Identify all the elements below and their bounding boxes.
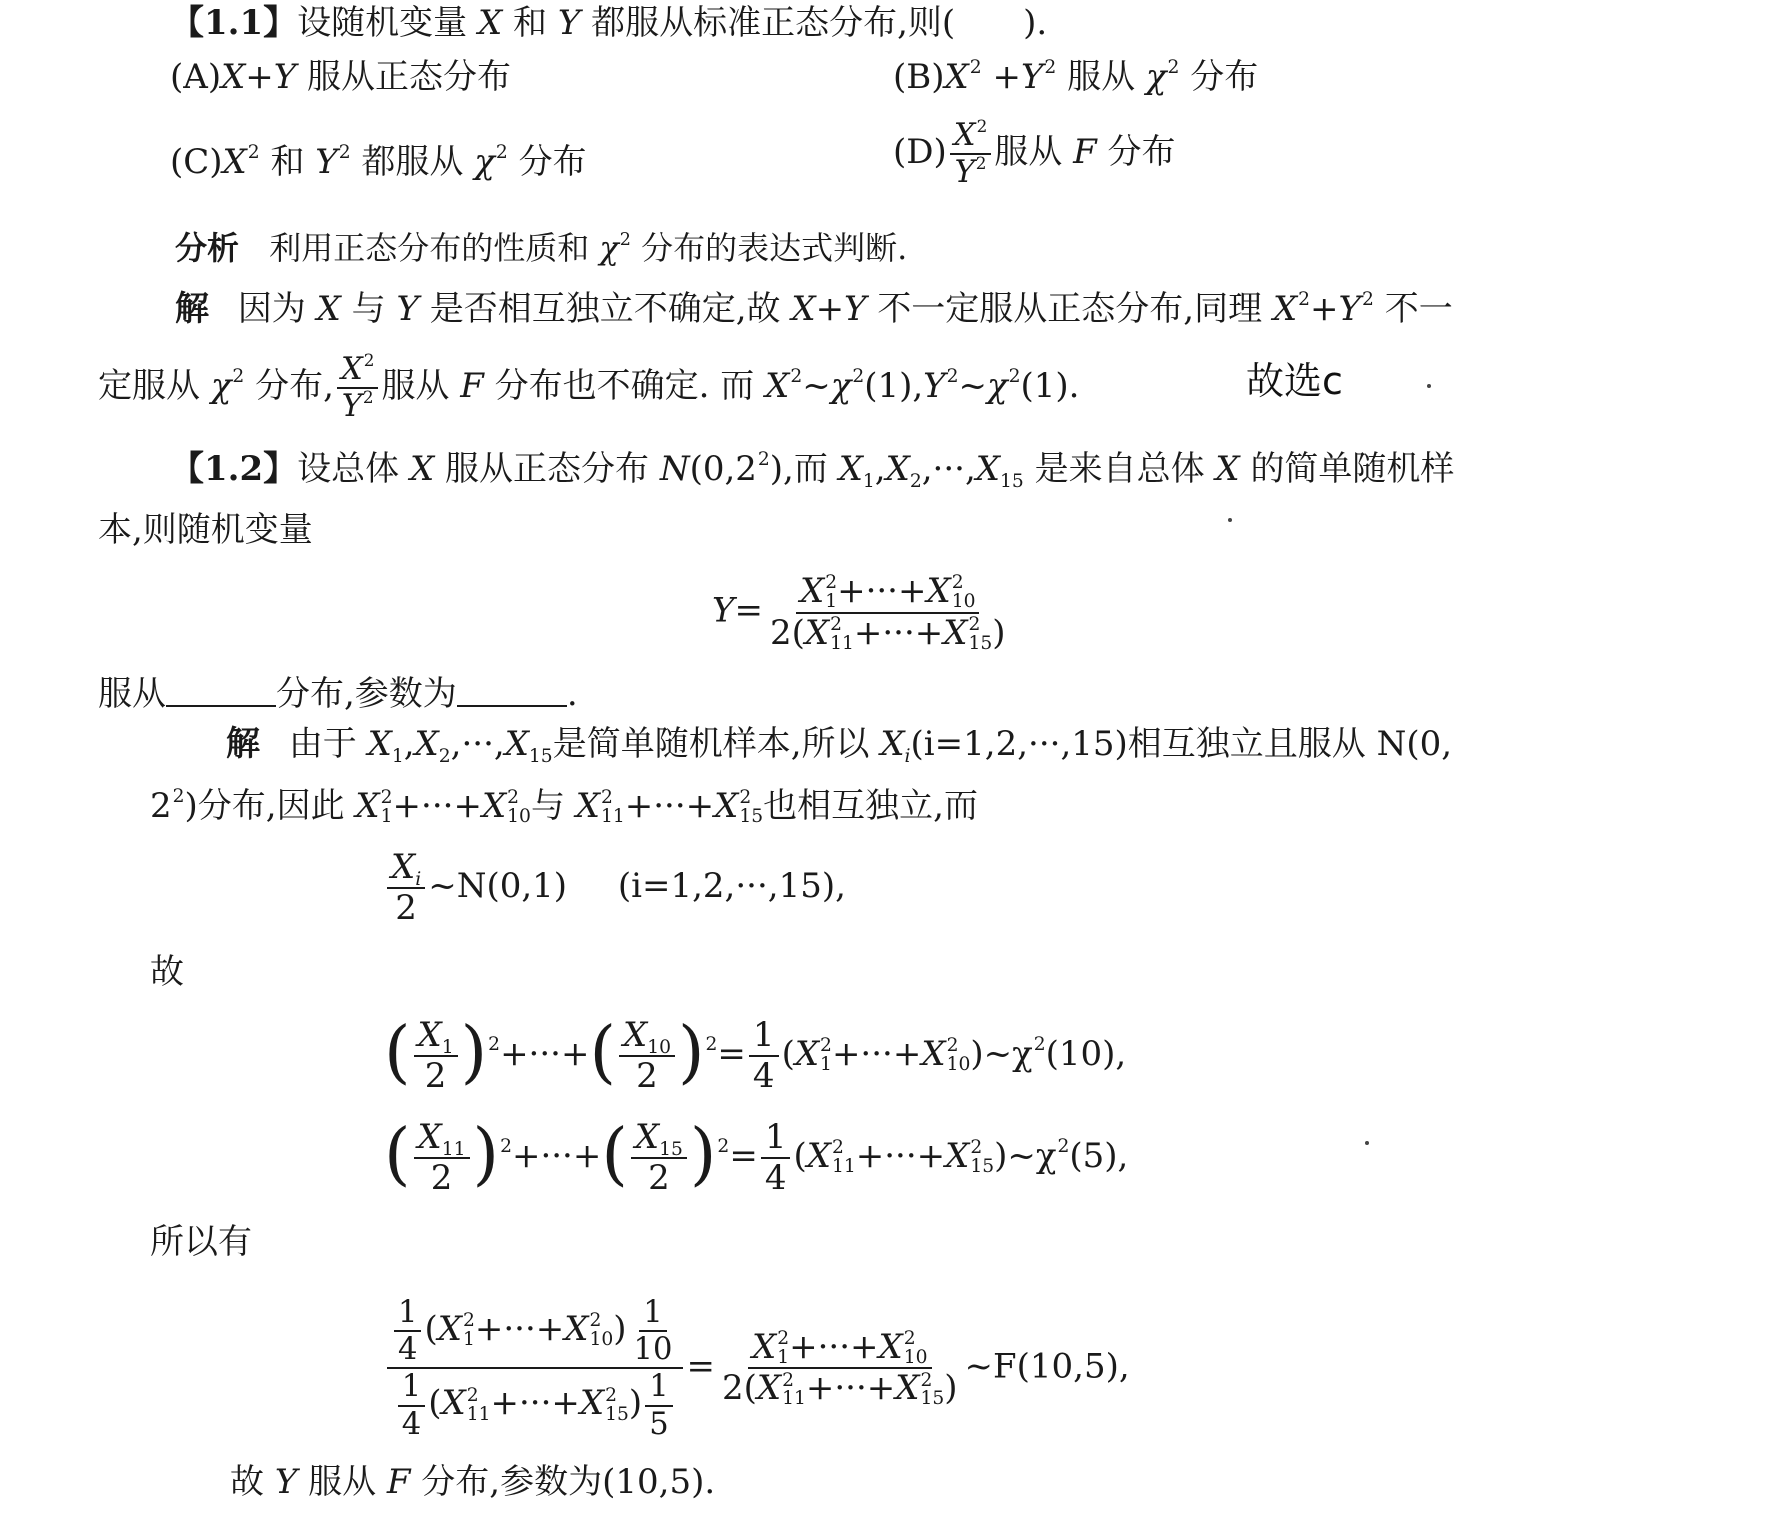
xi-range: (i=1,2,···,15), [617, 866, 846, 907]
q12-stem-f: 的简单随机样 [1250, 449, 1455, 489]
sol1-d: 不一定服从正态分布,同理 [877, 289, 1263, 329]
option-c-he: 和 [270, 142, 305, 182]
scan-speck [1365, 1141, 1369, 1145]
chi-square-10-formula: ( $\frac{X1}{2}$ )$^2$+···+( $\frac{X10}{2}$ )$^2$= $\frac{1}{4}$ (X 2 1 +···+X 2 10 )$\sim\chi^2(10)$, [384, 1012, 1127, 1097]
q11-option-a [170, 57, 512, 97]
q12-x1: X [838, 449, 863, 489]
q12-x: X [409, 449, 435, 489]
option-b-text: 服从 [1067, 57, 1136, 97]
conclusion-y: Y [274, 1462, 298, 1502]
sol1-x2: X [1272, 289, 1298, 329]
y-fraction: X 2 1 +···+X 2 10 2(X 2 11 +···+X 2 15 ) [769, 571, 1006, 654]
q11-stem-text: 设随机变量 [297, 3, 468, 43]
q12-stem-e: 是来自总体 [1034, 449, 1205, 489]
f-simplified-fraction: X 2 1 +···+X 2 10 2(X 2 11 +···+X 2 15 ) [721, 1326, 958, 1410]
option-a-expr: X+Y [221, 57, 297, 97]
eq2-dof: (5), [1069, 1136, 1129, 1177]
sol2-chi1: (1), [864, 366, 924, 407]
option-c-y: Y [315, 142, 338, 182]
handwritten-answer: 故选c [1246, 359, 1343, 403]
chi-square-5-formula: ( $\frac{X11}{2}$ )$^2$+···+( $\frac{X15}{2}$ )$^2$= $\frac{1}{4}$ (X 2 11 +···+X 2 15 )$\sim\chi^2(5)$, [384, 1114, 1129, 1199]
q12-gu: 故 [150, 952, 184, 992]
sol1-x: X [316, 289, 341, 329]
q12-sol-d: N(0, [1376, 724, 1453, 764]
conclusion-a: 故 [230, 1462, 264, 1502]
q12-conclusion [230, 1462, 716, 1502]
option-a-text: 服从正态分布 [307, 57, 512, 97]
blank-c: . [566, 674, 578, 714]
sol1-e: 不一 [1384, 289, 1453, 329]
option-d-label: (D) [893, 132, 947, 173]
q12-dots: ··· [932, 449, 965, 489]
conclusion-c: 分布,参数为(10,5). [421, 1462, 716, 1502]
q11-var-y: Y [557, 3, 581, 43]
sol1-plus: + [1310, 289, 1339, 329]
q12-stem-d: ),而 [769, 449, 828, 489]
option-b-plus: + [992, 57, 1021, 97]
option-b-label: (B) [893, 57, 945, 97]
option-d-fraction: $\frac{X^2}{Y^2}$ [950, 118, 992, 190]
sol2-c: 服从 [381, 366, 450, 407]
option-d-text: 服从 [994, 132, 1063, 173]
y-eq: Y= [712, 590, 763, 631]
sol1-b: 与 [351, 289, 386, 329]
blank-a: 服从 [98, 674, 166, 714]
sol2-y: Y [923, 366, 946, 407]
q11-analysis: 分析 利用正态分布的性质和 $\chi^2$ 分布的表达式判断. [175, 229, 908, 267]
q12-stem-line1: 【1.2】设总体 X 服从正态分布 $N(0,2^2)$,而 X1,X2,···,X15 是来自总体 X 的简单随机样 [170, 449, 1455, 492]
option-c-x: X [222, 142, 247, 182]
sol1-a: 因为 [237, 289, 306, 329]
analysis-text2: 分布的表达式判断. [641, 229, 908, 267]
sol2-x: X [765, 366, 790, 407]
f-distribution-formula: $\frac{1}{4}$ (X 2 1 +···+X 2 10 ) $\frac{1}{10}$ $\frac{1}{4}$ (X 2 11 +···+X 2 15 ) $\frac{1}{5}$ = X 2 1 +···+X 2 10 2(X 2 11 +···+X 2 15 ) ~F(10,5), [384, 1295, 1130, 1442]
q12-solution-line2: $2^2$)分布,因此 X 2 1 +···+X 2 10 与 X 2 11 +···+X 2 15 也相互独立,而 [150, 786, 978, 827]
option-d-text2: 分布 [1107, 132, 1176, 173]
xi-over-2-fraction: $\frac{Xi}{2}$ [387, 848, 425, 928]
f-tail: ~F(10,5), [964, 1346, 1130, 1387]
q11-var-x: X [477, 3, 503, 43]
option-d-f: F [1073, 132, 1097, 173]
sol2-chi2: (1). [1020, 366, 1080, 407]
option-d-num: X [953, 118, 976, 153]
y-definition-formula [712, 572, 1013, 653]
option-a-label: (A) [170, 57, 222, 97]
q11-option-b: $(B)X^2 +Y^2$ 服从 $\chi^2$ 分布 [893, 57, 1259, 97]
q11-option-c: $(C)X^2$ 和 $Y^2$ 都服从 $\chi^2$ 分布 [170, 142, 587, 182]
sol2-f: F [460, 366, 484, 407]
analysis-text: 利用正态分布的性质和 [269, 229, 590, 267]
conclusion-b: 服从 [308, 1462, 377, 1502]
q11-option-d [893, 115, 1176, 191]
sol1-xy: X+Y [791, 289, 867, 329]
q12-suoyi: 所以有 [150, 1222, 252, 1262]
q11-solution-line1: 解 因为 X 与 Y 是否相互独立不确定,故 X+Y 不一定服从正态分布,同理 $X^2+Y^2$ 不一 [175, 289, 1453, 329]
option-b-y: Y [1020, 57, 1044, 97]
xi-standardized-formula [384, 848, 846, 928]
sol2-sim1: ~ [802, 366, 831, 407]
sol1-y2: Y [1338, 289, 1361, 329]
option-b-text2: 分布 [1190, 57, 1259, 97]
q12-x2: X [885, 449, 910, 489]
sol2-fraction: $\frac{X^2}{Y^2}$ [337, 352, 379, 424]
q12-sol2-c: 也相互独立,而 [763, 786, 978, 826]
blank-distribution[interactable] [166, 704, 276, 707]
scan-speck [1228, 518, 1232, 522]
sol1-y: Y [396, 289, 419, 329]
sol1-c: 是否相互独立不确定,故 [429, 289, 781, 329]
q11-tag: 【1.1】 [170, 3, 298, 43]
q12-sol-c: (i=1,2,···,15)相互独立且服从 [910, 724, 1366, 764]
option-c-text2: 分布 [518, 142, 587, 182]
conclusion-f: F [386, 1462, 411, 1502]
q12-solution-label: 解 [226, 724, 260, 764]
q11-stem [170, 3, 1048, 43]
q12-tag: 【1.2】 [170, 449, 298, 489]
f-big-fraction: $\frac{1}{4}$ (X 2 1 +···+X 2 10 ) $\frac{1}{10}$ $\frac{1}{4}$ (X 2 11 +···+X 2 15 ) $\frac{1}{5}$ [387, 1295, 683, 1442]
sol2-d: 分布也不确定. 而 [494, 366, 755, 407]
option-c-text: 都服从 [361, 142, 464, 182]
q12-sol2-b: 与 [530, 786, 565, 826]
option-d-den: Y [954, 155, 975, 191]
option-c-label: (C) [170, 142, 223, 182]
q12-blanks [98, 674, 578, 714]
q12-sol-b: 是简单随机样本,所以 [552, 724, 870, 764]
analysis-label: 分析 [175, 229, 240, 267]
q12-stem-b: 服从正态分布 [445, 449, 649, 489]
q11-solution-line2: 定服从 $\chi^2$ 分布, $\frac{X^2}{Y^2}$ 服从 F 分布也不确定. 而 $X^2\sim\chi^2(1),Y^2\sim\chi^2(1)$. [98, 349, 1080, 425]
xi-tail: ~N(0,1) [428, 866, 568, 907]
q12-n: N [659, 449, 690, 489]
solution-label: 解 [175, 289, 209, 329]
q12-solution-line1: 解 由于 X1,X2,···,X15是简单随机样本,所以 Xi(i=1,2,···,15)相互独立且服从 N(0, [226, 724, 1453, 767]
q12-sol2-a: )分布,因此 [184, 786, 345, 826]
q12-stem-line2: 本,则随机变量 [98, 510, 313, 550]
q11-stem-text2: 都服从标准正态分布,则( ). [591, 3, 1048, 43]
option-b-x: X [944, 57, 969, 97]
q11-he: 和 [513, 3, 547, 43]
sol2-a: 定服从 [98, 366, 200, 407]
q12-x15: X [975, 449, 1000, 489]
blank-b: 分布,参数为 [276, 674, 457, 714]
eq1-dof: (10), [1045, 1034, 1127, 1075]
q12-sol-a: 由于 [288, 724, 357, 764]
q12-stem-a: 设总体 [297, 449, 400, 489]
sol2-sim2: ~ [958, 366, 988, 407]
eq1-tail: ~χ [983, 1034, 1033, 1075]
blank-parameter[interactable] [457, 704, 567, 707]
q12-stem-c: (0,2 [689, 449, 757, 489]
scan-speck [1427, 384, 1431, 388]
sol2-b: 分布, [255, 366, 334, 407]
